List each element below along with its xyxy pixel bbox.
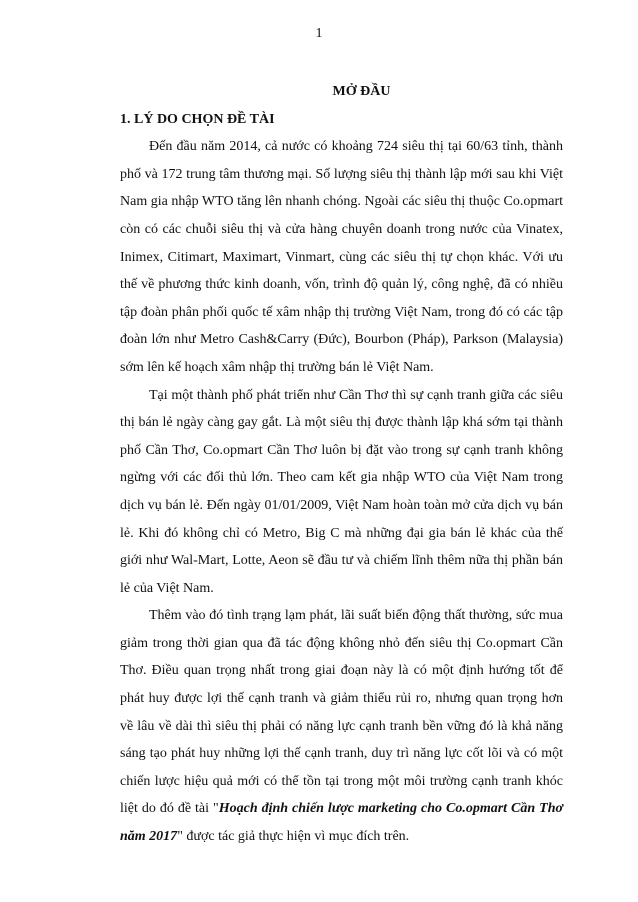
paragraph-3-text: Thêm vào đó tình trạng lạm phát, lãi suất biến động thất thường, sức mua giảm trong thời gian qua đã tác động không nhỏ đến siêu thị Co.opmart Cần Thơ. Điều quan trọng nhất trong giai đoạn này là có một định hướng tốt để phát huy được lợi thế cạnh tranh và giảm thiểu rủi ro, nhưng quan trọng hơn về lâu về dài thì siêu thị phải có năng lực cạnh tranh bền vững đó là khả năng sáng tạo phát huy những lợi thế cạnh tranh, duy trì năng lực cốt lõi và có một chiến lược hiệu quả mới có thể tồn tại trong một môi trường cạnh tranh khóc liệt do đó đề tài ": [120, 608, 563, 817]
section-heading: 1. LÝ DO CHỌN ĐỀ TÀI: [120, 111, 275, 127]
thesis-title: Hoạch định chiến lược marketing cho Co.opmart Cần Thơ năm 2017: [120, 801, 564, 845]
paragraph-3-ending: " được tác giả thực hiện vì mục đích trên.: [177, 829, 410, 845]
document-heading: MỞ ĐẦU: [332, 84, 391, 99]
page-number: 1: [315, 26, 323, 41]
paragraph-1: Đến đầu năm 2014, cả nước có khoảng 724 siêu thị tại 60/63 tỉnh, thành phố và 172 trung tâm thương mại. Số lượng siêu thị thành lập mới sau khi Việt Nam gia nhập WTO tăng lên nhanh chóng. Ngoài các siêu thị thuộc Co.opmart còn có các chuỗi siêu thị và cửa hàng chuyên doanh trong nước của Vinatex, Inimex, Citimart, Maximart, Vinmart, cùng các siêu thị tự chọn khác. Với ưu thế về phương thức kinh doanh, vốn, trình độ quản lý, công nghệ, đã có nhiều tập đoàn phân phối quốc tế xâm nhập thị trường Việt Nam, trong đó có các tập đoàn lớn như Metro Cash&Carry (Đức), Bourbon (Pháp), Parkson (Malaysia) sớm lên kế hoạch xâm nhập thị trường bán lẻ Việt Nam.: [120, 139, 563, 375]
document-body: [120, 78, 563, 851]
paragraph-2: Tại một thành phố phát triển như Cần Thơ thì sự cạnh tranh giữa các siêu thị bán lẻ ngày càng gay gắt. Là một siêu thị được thành lập khá sớm tại thành phố Cần Thơ, Co.opmart Cần Thơ luôn bị đặt vào trong sự cạnh tranh không ngừng với các đối thủ lớn. Theo cam kết gia nhập WTO của Việt Nam trong dịch vụ bán lẻ. Đến ngày 01/01/2009, Việt Nam hoàn toàn mở cửa dịch vụ bán lẻ. Khi đó không chỉ có Metro, Big C mà những đại gia bán lẻ khác của thế giới như Wal-Mart, Lotte, Aeon sẽ đầu tư và chiếm lĩnh thêm nữa thị phần bán lẻ của Việt Nam.: [120, 387, 563, 596]
paragraph-3: [120, 602, 563, 850]
